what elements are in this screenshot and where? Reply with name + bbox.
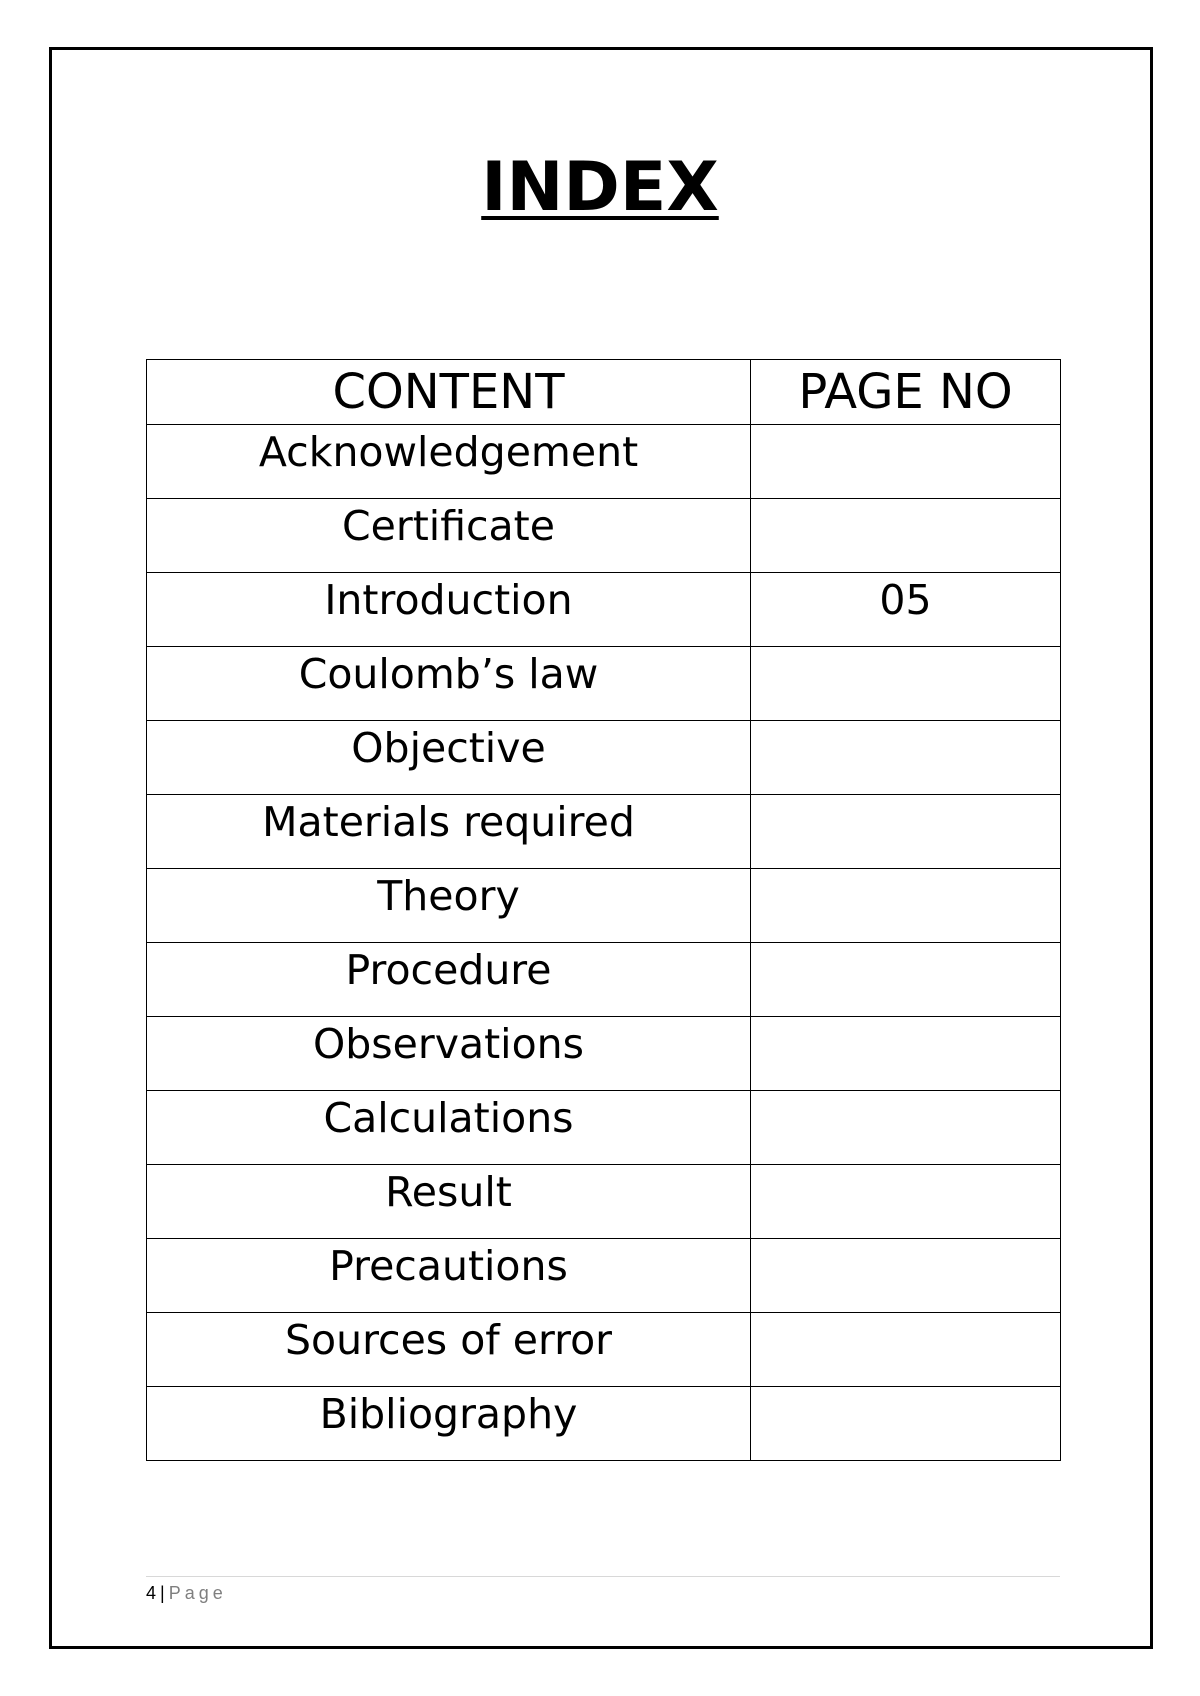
page-title: INDEX xyxy=(481,148,719,227)
page-no-cell xyxy=(751,943,1061,1017)
page-no-cell: 05 xyxy=(751,573,1061,647)
page-no-cell xyxy=(751,721,1061,795)
content-cell: Bibliography xyxy=(147,1387,751,1461)
table-header-row xyxy=(147,360,1061,425)
table-row xyxy=(147,573,1061,647)
footer-divider xyxy=(146,1576,1060,1577)
table-row xyxy=(147,1313,1061,1387)
page-no-cell xyxy=(751,1239,1061,1313)
content-cell: Theory xyxy=(147,869,751,943)
table-row xyxy=(147,869,1061,943)
table-row xyxy=(147,943,1061,1017)
footer-page-label: Page xyxy=(168,1583,227,1603)
footer-page-number: 4 xyxy=(146,1583,157,1603)
content-cell: Precautions xyxy=(147,1239,751,1313)
page-no-cell xyxy=(751,1387,1061,1461)
content-cell: Acknowledgement xyxy=(147,425,751,499)
content-cell: Sources of error xyxy=(147,1313,751,1387)
page-no-cell xyxy=(751,1313,1061,1387)
content-cell: Certificate xyxy=(147,499,751,573)
content-cell: Procedure xyxy=(147,943,751,1017)
page-no-cell xyxy=(751,869,1061,943)
table-row xyxy=(147,795,1061,869)
page-no-cell xyxy=(751,499,1061,573)
table-row xyxy=(147,1165,1061,1239)
content-cell: Observations xyxy=(147,1017,751,1091)
content-cell: Calculations xyxy=(147,1091,751,1165)
table-row xyxy=(147,721,1061,795)
page-no-cell xyxy=(751,1017,1061,1091)
content-cell: Objective xyxy=(147,721,751,795)
content-cell: Result xyxy=(147,1165,751,1239)
table-row xyxy=(147,1091,1061,1165)
table-row xyxy=(147,425,1061,499)
index-table xyxy=(146,359,1061,1461)
content-cell: Coulomb’s law xyxy=(147,647,751,721)
page-no-cell xyxy=(751,425,1061,499)
table-row xyxy=(147,647,1061,721)
page-no-cell xyxy=(751,647,1061,721)
page-no-cell xyxy=(751,1165,1061,1239)
page-footer xyxy=(146,1581,227,1605)
page-no-cell xyxy=(751,1091,1061,1165)
content-cell: Materials required xyxy=(147,795,751,869)
page-no-column-header: PAGE NO xyxy=(751,360,1061,425)
table-row xyxy=(147,499,1061,573)
page-no-cell xyxy=(751,795,1061,869)
table-row xyxy=(147,1017,1061,1091)
table-row xyxy=(147,1239,1061,1313)
content-cell: Introduction xyxy=(147,573,751,647)
table-row xyxy=(147,1387,1061,1461)
content-column-header: CONTENT xyxy=(147,360,751,425)
footer-separator: | xyxy=(160,1583,165,1603)
